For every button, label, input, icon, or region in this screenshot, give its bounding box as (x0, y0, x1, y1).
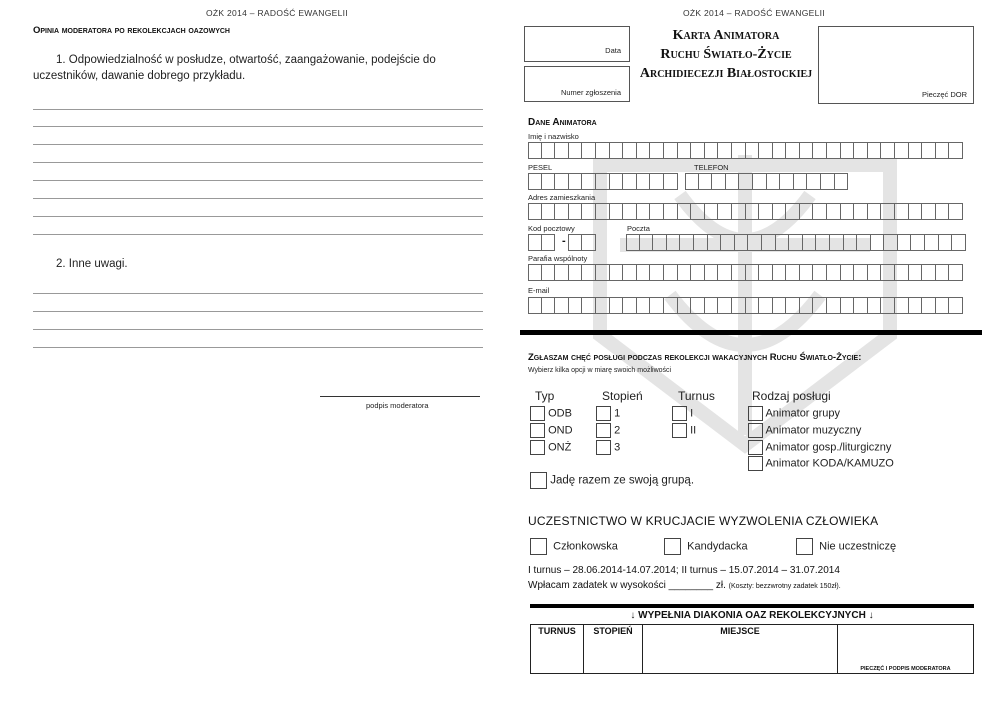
char-box[interactable] (623, 264, 637, 281)
char-box[interactable] (803, 234, 817, 251)
signature-label: podpis moderatora (366, 401, 429, 410)
char-box[interactable] (841, 297, 855, 314)
char-box[interactable] (542, 234, 556, 251)
char-box[interactable] (610, 203, 624, 220)
char-box[interactable] (610, 173, 624, 190)
char-box[interactable] (813, 203, 827, 220)
char-box[interactable] (909, 142, 923, 159)
diakonia-title: ↓ WYPEŁNIA DIAKONIA OAZ REKOLEKCYJNYCH ↓ (630, 610, 874, 621)
type-option-odb[interactable]: ODB (530, 406, 572, 421)
form-title-line-2: Ruchu Światło-Życie (660, 47, 792, 62)
char-box[interactable] (844, 234, 858, 251)
char-box[interactable] (528, 173, 542, 190)
char-box[interactable] (596, 173, 610, 190)
char-box[interactable] (637, 297, 651, 314)
char-box[interactable] (746, 297, 760, 314)
char-box[interactable] (794, 173, 808, 190)
char-box[interactable] (678, 203, 692, 220)
char-box[interactable] (854, 203, 868, 220)
char-box[interactable] (542, 142, 556, 159)
char-box[interactable] (800, 264, 814, 281)
char-box[interactable] (895, 264, 909, 281)
char-box[interactable] (726, 173, 740, 190)
type-option-onz[interactable]: ONŻ (530, 440, 571, 455)
right-header: OŻK 2014 – RADOŚĆ EWANGELII (683, 8, 825, 18)
name-field[interactable] (528, 142, 963, 159)
question-1-line-1: 1. Odpowiedzialność w posłudze, otwartość, zaangażowanie, podejście do (56, 54, 436, 66)
char-box[interactable] (786, 264, 800, 281)
char-box[interactable] (753, 173, 767, 190)
char-box[interactable] (786, 203, 800, 220)
char-box[interactable] (735, 234, 749, 251)
char-box[interactable] (694, 234, 708, 251)
char-box[interactable] (789, 234, 803, 251)
char-box[interactable] (596, 203, 610, 220)
char-box[interactable] (898, 234, 912, 251)
service-option-music[interactable]: Animator muzyczny (748, 423, 861, 438)
char-box[interactable] (650, 203, 664, 220)
char-box[interactable] (708, 234, 722, 251)
checkbox[interactable] (748, 440, 763, 455)
service-option-group[interactable]: Animator grupy (748, 406, 840, 421)
char-box[interactable] (773, 297, 787, 314)
char-box[interactable] (759, 297, 773, 314)
char-box[interactable] (542, 203, 556, 220)
char-box[interactable] (841, 142, 855, 159)
char-box[interactable] (569, 264, 583, 281)
char-box[interactable] (767, 173, 781, 190)
char-box[interactable] (732, 203, 746, 220)
char-box[interactable] (936, 264, 950, 281)
checkbox[interactable] (672, 406, 687, 421)
char-box[interactable] (868, 142, 882, 159)
char-box[interactable] (555, 297, 569, 314)
char-box[interactable] (884, 234, 898, 251)
char-box[interactable] (759, 203, 773, 220)
char-box[interactable] (939, 234, 953, 251)
type-column-header: Typ (535, 389, 555, 403)
form-title (636, 26, 816, 83)
char-box[interactable] (542, 173, 556, 190)
char-box[interactable] (746, 142, 760, 159)
char-box[interactable] (650, 173, 664, 190)
signature-line[interactable] (320, 396, 480, 397)
stamp-box[interactable] (818, 26, 974, 104)
char-box[interactable] (881, 264, 895, 281)
char-box[interactable] (895, 203, 909, 220)
email-field[interactable] (528, 297, 963, 314)
char-box[interactable] (949, 203, 963, 220)
checkbox[interactable] (796, 538, 813, 555)
char-box[interactable] (748, 234, 762, 251)
char-box[interactable] (680, 234, 694, 251)
char-box[interactable] (528, 234, 542, 251)
diakonia-signature-cell[interactable]: PIECZĘĆ I PODPIS MODERATORA (838, 625, 974, 674)
service-option-koda[interactable]: Animator KODA/KAMUZO (748, 456, 894, 471)
answer-line (33, 180, 483, 181)
char-box[interactable] (691, 203, 705, 220)
diakonia-divider (530, 604, 974, 608)
char-box[interactable] (871, 234, 885, 251)
char-box[interactable] (895, 142, 909, 159)
char-box[interactable] (759, 264, 773, 281)
char-box[interactable] (555, 264, 569, 281)
answer-line (33, 198, 483, 199)
deposit-text: Wpłacam zadatek w wysokości ________ zł. (528, 580, 726, 591)
checkbox[interactable] (664, 538, 681, 555)
post-field[interactable] (626, 234, 966, 251)
char-box[interactable] (909, 297, 923, 314)
pesel-field[interactable] (528, 173, 678, 190)
answer-line (33, 347, 483, 348)
char-box[interactable] (739, 173, 753, 190)
stamp-box-label: Pieczęć DOR (921, 90, 967, 99)
char-box[interactable] (936, 297, 950, 314)
question-1-line-2: uczestników, dawanie dobrego przykładu. (33, 70, 246, 82)
turns-dates: I turnus – 28.06.2014-14.07.2014; II turnus – 15.07.2014 – 31.07.2014 (528, 565, 840, 576)
char-box[interactable] (582, 297, 596, 314)
checkbox[interactable] (596, 423, 611, 438)
phone-field[interactable] (685, 173, 848, 190)
char-box[interactable] (936, 142, 950, 159)
turn-column-header: Turnus (678, 389, 715, 403)
char-box[interactable] (868, 297, 882, 314)
char-box[interactable] (610, 264, 624, 281)
char-box[interactable] (718, 297, 732, 314)
char-box[interactable] (925, 234, 939, 251)
char-box[interactable] (746, 264, 760, 281)
char-box[interactable] (528, 297, 542, 314)
char-box[interactable] (582, 264, 596, 281)
date-box[interactable] (524, 26, 630, 62)
char-box[interactable] (949, 264, 963, 281)
char-box[interactable] (759, 142, 773, 159)
char-box[interactable] (949, 297, 963, 314)
application-number-label: Numer zgłoszenia (560, 88, 621, 97)
char-box[interactable] (582, 173, 596, 190)
postcode-label: Kod pocztowy (528, 224, 575, 233)
char-box[interactable] (854, 297, 868, 314)
char-box[interactable] (569, 203, 583, 220)
char-box[interactable] (718, 264, 732, 281)
degree-column-header: Stopień (602, 389, 643, 403)
char-box[interactable] (664, 173, 678, 190)
char-box[interactable] (857, 234, 871, 251)
deposit-line[interactable] (528, 580, 841, 591)
char-box[interactable] (637, 173, 651, 190)
deposit-note: (Koszty: bezzwrotny zadatek 150zł). (728, 583, 841, 590)
krucjata-option-member[interactable]: Członkowska (530, 538, 618, 555)
answer-line (33, 311, 483, 312)
char-box[interactable] (816, 234, 830, 251)
address-field[interactable] (528, 203, 963, 220)
checkbox[interactable] (596, 406, 611, 421)
declaration-title: Zgłaszam chęć posługi podczas rekolekcji wakacyjnych Ruchu Światło-Życie: (528, 352, 862, 363)
char-box[interactable] (732, 264, 746, 281)
left-title: Opinia moderatora po rekolekcjach oazowych (33, 25, 230, 36)
char-box[interactable] (949, 142, 963, 159)
char-box[interactable] (773, 203, 787, 220)
answer-line (33, 162, 483, 163)
krucjata-option-none[interactable]: Nie uczestniczę (796, 538, 896, 555)
answer-line (33, 293, 483, 294)
parish-label: Parafia wspólnoty (528, 254, 588, 263)
char-box[interactable] (667, 234, 681, 251)
date-box-label: Data (605, 46, 621, 55)
answer-line (33, 216, 483, 217)
char-box[interactable] (773, 142, 787, 159)
char-box[interactable] (718, 142, 732, 159)
char-box[interactable] (623, 142, 637, 159)
char-box[interactable] (827, 203, 841, 220)
char-box[interactable] (854, 142, 868, 159)
answer-line (33, 109, 483, 110)
char-box[interactable] (582, 142, 596, 159)
char-box[interactable] (626, 234, 640, 251)
char-box[interactable] (664, 203, 678, 220)
char-box[interactable] (699, 173, 713, 190)
char-box[interactable] (623, 203, 637, 220)
email-label: E-mail (528, 286, 550, 295)
char-box[interactable] (664, 142, 678, 159)
char-box[interactable] (746, 203, 760, 220)
char-box[interactable] (705, 142, 719, 159)
char-box[interactable] (922, 203, 936, 220)
char-box[interactable] (650, 264, 664, 281)
char-box[interactable] (841, 203, 855, 220)
char-box[interactable] (911, 234, 925, 251)
form-title-line-3: Archidiecezji Białostockiej (639, 66, 813, 81)
char-box[interactable] (596, 142, 610, 159)
degree-option-2[interactable]: 2 (596, 423, 620, 438)
char-box[interactable] (569, 297, 583, 314)
char-box[interactable] (786, 142, 800, 159)
char-box[interactable] (813, 297, 827, 314)
degree-option-3[interactable]: 3 (596, 440, 620, 455)
char-box[interactable] (596, 264, 610, 281)
type-option-ond[interactable]: OND (530, 423, 573, 438)
char-box[interactable] (762, 234, 776, 251)
char-box[interactable] (841, 264, 855, 281)
char-box[interactable] (691, 142, 705, 159)
char-box[interactable] (542, 297, 556, 314)
char-box[interactable] (610, 142, 624, 159)
char-box[interactable] (881, 142, 895, 159)
checkbox[interactable] (596, 440, 611, 455)
checkbox[interactable] (748, 423, 763, 438)
krucjata-option-candidate[interactable]: Kandydacka (664, 538, 748, 555)
name-label: Imię i nazwisko (528, 132, 579, 141)
left-header: OŻK 2014 – RADOŚĆ EWANGELII (206, 8, 348, 18)
char-box[interactable] (909, 264, 923, 281)
answer-line (33, 126, 483, 127)
char-box[interactable] (854, 264, 868, 281)
service-option-liturgy[interactable]: Animator gosp./liturgiczny (748, 440, 891, 455)
char-box[interactable] (691, 297, 705, 314)
diakonia-miejsce-cell[interactable]: MIEJSCE (643, 625, 838, 674)
postcode-dash: - (562, 235, 566, 247)
checkbox[interactable] (672, 423, 687, 438)
char-box[interactable] (596, 297, 610, 314)
char-box[interactable] (623, 173, 637, 190)
pesel-label: PESEL (528, 163, 553, 172)
char-box[interactable] (868, 203, 882, 220)
char-box[interactable] (881, 203, 895, 220)
post-label: Poczta (627, 224, 650, 233)
char-box[interactable] (528, 142, 542, 159)
char-box[interactable] (881, 297, 895, 314)
parish-field[interactable] (528, 264, 963, 281)
char-box[interactable] (705, 264, 719, 281)
char-box[interactable] (835, 173, 849, 190)
char-box[interactable] (705, 203, 719, 220)
char-box[interactable] (678, 297, 692, 314)
char-box[interactable] (555, 173, 569, 190)
char-box[interactable] (582, 203, 596, 220)
application-number-box[interactable] (524, 66, 630, 102)
char-box[interactable] (922, 264, 936, 281)
char-box[interactable] (653, 234, 667, 251)
checkbox[interactable] (530, 423, 545, 438)
question-2: 2. Inne uwagi. (56, 258, 128, 270)
answer-line (33, 329, 483, 330)
answer-line (33, 144, 483, 145)
char-box[interactable] (528, 264, 542, 281)
checkbox[interactable] (530, 406, 545, 421)
char-box[interactable] (800, 297, 814, 314)
phone-label: TELEFON (694, 163, 729, 172)
degree-option-1[interactable]: 1 (596, 406, 620, 421)
checkbox[interactable] (530, 538, 547, 555)
with-group-option[interactable]: Jadę razem ze swoją grupą. (530, 472, 694, 489)
char-box[interactable] (776, 234, 790, 251)
char-box[interactable] (664, 297, 678, 314)
char-box[interactable] (555, 203, 569, 220)
turn-option-2[interactable]: II (672, 423, 696, 438)
char-box[interactable] (800, 203, 814, 220)
char-box[interactable] (542, 264, 556, 281)
char-box[interactable] (813, 142, 827, 159)
char-box[interactable] (800, 142, 814, 159)
checkbox[interactable] (530, 472, 547, 489)
checkbox[interactable] (748, 406, 763, 421)
address-label: Adres zamieszkania (528, 193, 596, 202)
char-box[interactable] (909, 203, 923, 220)
char-box[interactable] (813, 264, 827, 281)
krucjata-title: UCZESTNICTWO W KRUCJACIE WYZWOLENIA CZŁOWIEKA (528, 514, 879, 528)
char-box[interactable] (569, 234, 583, 251)
char-box[interactable] (637, 142, 651, 159)
char-box[interactable] (650, 142, 664, 159)
turn-option-1[interactable]: I (672, 406, 693, 421)
char-box[interactable] (637, 203, 651, 220)
char-box[interactable] (640, 234, 654, 251)
char-box[interactable] (555, 142, 569, 159)
section-divider (520, 330, 982, 335)
char-box[interactable] (718, 203, 732, 220)
char-box[interactable] (678, 142, 692, 159)
char-box[interactable] (807, 173, 821, 190)
char-box[interactable] (569, 173, 583, 190)
checkbox[interactable] (748, 456, 763, 471)
char-box[interactable] (732, 142, 746, 159)
diakonia-turnus-cell[interactable]: TURNUS (531, 625, 584, 674)
declaration-hint: Wybierz kilka opcji w miarę swoich możliwości (528, 367, 672, 374)
char-box[interactable] (821, 173, 835, 190)
char-box[interactable] (610, 297, 624, 314)
char-box[interactable] (705, 297, 719, 314)
char-box[interactable] (773, 264, 787, 281)
char-box[interactable] (868, 264, 882, 281)
char-box[interactable] (830, 234, 844, 251)
char-box[interactable] (827, 297, 841, 314)
char-box[interactable] (623, 297, 637, 314)
char-box[interactable] (650, 297, 664, 314)
diakonia-stopien-cell[interactable]: STOPIEŃ (584, 625, 643, 674)
form-title-line-1: Karta Animatora (672, 28, 780, 43)
char-box[interactable] (922, 142, 936, 159)
diakonia-table (530, 624, 974, 674)
char-box[interactable] (732, 297, 746, 314)
char-box[interactable] (691, 264, 705, 281)
char-box[interactable] (637, 264, 651, 281)
char-box[interactable] (952, 234, 966, 251)
char-box[interactable] (786, 297, 800, 314)
char-box[interactable] (780, 173, 794, 190)
answer-line (33, 234, 483, 235)
char-box[interactable] (569, 142, 583, 159)
char-box[interactable] (827, 142, 841, 159)
section-animator-title: Dane Animatora (528, 117, 597, 128)
char-box[interactable] (895, 297, 909, 314)
char-box[interactable] (936, 203, 950, 220)
char-box[interactable] (664, 264, 678, 281)
char-box[interactable] (827, 264, 841, 281)
char-box[interactable] (685, 173, 699, 190)
service-column-header: Rodzaj posługi (752, 389, 831, 403)
char-box[interactable] (712, 173, 726, 190)
char-box[interactable] (678, 264, 692, 281)
checkbox[interactable] (530, 440, 545, 455)
char-box[interactable] (721, 234, 735, 251)
char-box[interactable] (582, 234, 596, 251)
char-box[interactable] (922, 297, 936, 314)
char-box[interactable] (528, 203, 542, 220)
